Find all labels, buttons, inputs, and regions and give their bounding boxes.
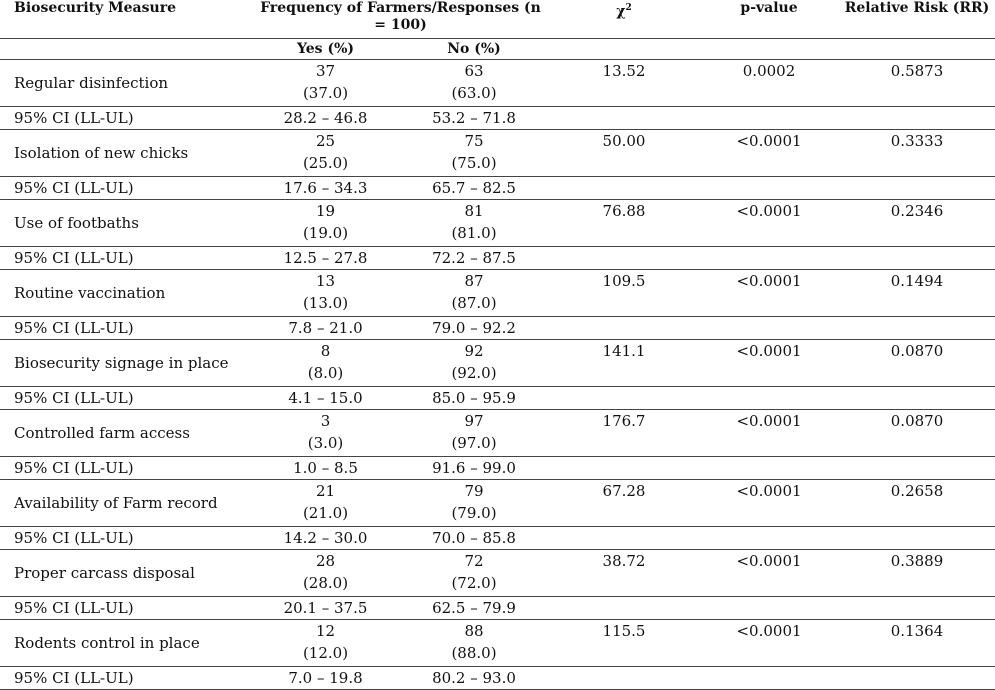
measure-name: Regular disinfection — [14, 74, 169, 92]
ci-empty — [549, 597, 699, 620]
table-row — [0, 60, 995, 107]
table-body — [0, 60, 995, 690]
ci-empty — [699, 387, 839, 410]
ci-empty — [839, 247, 995, 270]
header-frequency: Frequency of Farmers/Responses (n = 100) — [260, 0, 541, 33]
table-row — [0, 620, 995, 667]
chi-square-value: 141.1 — [602, 342, 646, 360]
yes-count: 37 (37.0) — [302, 62, 349, 102]
ci-empty — [839, 597, 995, 620]
ci-empty — [699, 597, 839, 620]
ci-row — [0, 597, 995, 620]
no-count: 79 (79.0) — [451, 482, 497, 522]
p-value: <0.0001 — [736, 202, 802, 220]
no-count: 97 (97.0) — [451, 412, 497, 452]
measure-name: Controlled farm access — [14, 424, 190, 442]
header-chi-symbol: χ — [616, 3, 626, 20]
ci-no: 62.5 – 79.9 — [432, 599, 516, 617]
p-value: 0.0002 — [742, 62, 796, 80]
chi-square-value: 67.28 — [602, 482, 646, 500]
ci-empty — [549, 247, 699, 270]
chi-square-value: 115.5 — [602, 622, 646, 640]
p-value: <0.0001 — [736, 622, 802, 640]
subheader-empty — [839, 39, 995, 60]
ci-yes: 4.1 – 15.0 — [288, 389, 363, 407]
chi-square-value: 76.88 — [602, 202, 646, 220]
ci-label: 95% CI (LL-UL) — [14, 529, 134, 547]
ci-no: 79.0 – 92.2 — [432, 319, 516, 337]
ci-yes: 20.1 – 37.5 — [283, 599, 368, 617]
ci-empty — [549, 667, 699, 690]
ci-label: 95% CI (LL-UL) — [14, 669, 134, 687]
ci-yes: 7.8 – 21.0 — [288, 319, 363, 337]
subheader-empty — [549, 39, 699, 60]
measure-name: Routine vaccination — [14, 284, 166, 302]
relative-risk-value: 0.0870 — [890, 342, 944, 360]
yes-count: 19 (19.0) — [302, 202, 349, 242]
header-relative-risk: Relative Risk (RR) — [844, 0, 990, 16]
ci-empty — [839, 177, 995, 200]
header-measure: Biosecurity Measure — [14, 0, 176, 16]
ci-no: 85.0 – 95.9 — [432, 389, 516, 407]
ci-empty — [549, 387, 699, 410]
measure-name: Rodents control in place — [14, 634, 200, 652]
ci-row — [0, 457, 995, 480]
header-chi-superscript: 2 — [625, 3, 632, 13]
relative-risk-value: 0.1494 — [890, 272, 944, 290]
yes-count: 3 (3.0) — [307, 412, 344, 452]
ci-empty — [839, 457, 995, 480]
ci-row — [0, 177, 995, 200]
measure-name: Proper carcass disposal — [14, 564, 195, 582]
relative-risk-value: 0.3333 — [890, 132, 944, 150]
header-p-value: p-value — [740, 0, 798, 16]
relative-risk-value: 0.3889 — [890, 552, 944, 570]
ci-empty — [699, 457, 839, 480]
ci-yes: 7.0 – 19.8 — [288, 669, 363, 687]
ci-empty — [699, 107, 839, 130]
ci-no: 72.2 – 87.5 — [432, 249, 516, 267]
no-count: 92 (92.0) — [451, 342, 497, 382]
ci-yes: 28.2 – 46.8 — [283, 109, 368, 127]
ci-label: 95% CI (LL-UL) — [14, 179, 134, 197]
ci-row — [0, 247, 995, 270]
chi-square-value: 109.5 — [602, 272, 646, 290]
subheader-empty — [699, 39, 839, 60]
table-row — [0, 480, 995, 527]
p-value: <0.0001 — [736, 132, 802, 150]
ci-no: 53.2 – 71.8 — [432, 109, 516, 127]
ci-empty — [699, 317, 839, 340]
yes-count: 28 (28.0) — [302, 552, 349, 592]
relative-risk-value: 0.5873 — [890, 62, 944, 80]
ci-yes: 12.5 – 27.8 — [283, 249, 368, 267]
ci-label: 95% CI (LL-UL) — [14, 459, 134, 477]
p-value: <0.0001 — [736, 272, 802, 290]
chi-square-value: 50.00 — [602, 132, 646, 150]
ci-empty — [839, 317, 995, 340]
subheader-no: No (%) — [447, 41, 501, 57]
ci-empty — [549, 527, 699, 550]
table-row — [0, 410, 995, 457]
yes-count: 13 (13.0) — [302, 272, 349, 312]
no-count: 72 (72.0) — [451, 552, 497, 592]
table-row — [0, 550, 995, 597]
measure-name: Use of footbaths — [14, 214, 139, 232]
ci-label: 95% CI (LL-UL) — [14, 599, 134, 617]
ci-no: 80.2 – 93.0 — [432, 669, 516, 687]
ci-label: 95% CI (LL-UL) — [14, 389, 134, 407]
relative-risk-value: 0.2658 — [890, 482, 944, 500]
ci-empty — [549, 317, 699, 340]
measure-name: Biosecurity signage in place — [14, 354, 229, 372]
ci-yes: 1.0 – 8.5 — [293, 459, 358, 477]
ci-empty — [839, 667, 995, 690]
chi-square-value: 38.72 — [602, 552, 646, 570]
ci-no: 65.7 – 82.5 — [432, 179, 516, 197]
header-chi-square — [549, 0, 699, 39]
ci-empty — [699, 177, 839, 200]
ci-empty — [549, 457, 699, 480]
p-value: <0.0001 — [736, 482, 802, 500]
p-value: <0.0001 — [736, 552, 802, 570]
header-row — [0, 0, 995, 39]
measure-name: Isolation of new chicks — [14, 144, 189, 162]
ci-yes: 17.6 – 34.3 — [283, 179, 368, 197]
table-row — [0, 200, 995, 247]
relative-risk-value: 0.2346 — [890, 202, 944, 220]
relative-risk-value: 0.0870 — [890, 412, 944, 430]
subheader-empty — [0, 39, 252, 60]
relative-risk-value: 0.1364 — [890, 622, 944, 640]
no-count: 81 (81.0) — [451, 202, 497, 242]
measure-name: Availability of Farm record — [14, 494, 218, 512]
ci-yes: 14.2 – 30.0 — [283, 529, 368, 547]
no-count: 75 (75.0) — [451, 132, 497, 172]
ci-label: 95% CI (LL-UL) — [14, 249, 134, 267]
yes-count: 8 (8.0) — [307, 342, 344, 382]
yes-count: 12 (12.0) — [302, 622, 349, 662]
ci-no: 91.6 – 99.0 — [432, 459, 516, 477]
no-count: 87 (87.0) — [451, 272, 497, 312]
ci-empty — [549, 107, 699, 130]
no-count: 63 (63.0) — [451, 62, 497, 102]
ci-empty — [699, 527, 839, 550]
ci-label: 95% CI (LL-UL) — [14, 319, 134, 337]
subheader-row — [0, 39, 995, 60]
ci-empty — [839, 387, 995, 410]
ci-empty — [839, 527, 995, 550]
ci-row — [0, 387, 995, 410]
yes-count: 21 (21.0) — [302, 482, 349, 522]
ci-empty — [839, 107, 995, 130]
subheader-yes: Yes (%) — [297, 41, 354, 57]
ci-label: 95% CI (LL-UL) — [14, 109, 134, 127]
ci-empty — [699, 247, 839, 270]
table-row — [0, 130, 995, 177]
no-count: 88 (88.0) — [451, 622, 497, 662]
yes-count: 25 (25.0) — [302, 132, 349, 172]
ci-row — [0, 107, 995, 130]
ci-row — [0, 317, 995, 340]
ci-empty — [699, 667, 839, 690]
ci-row — [0, 667, 995, 690]
p-value: <0.0001 — [736, 342, 802, 360]
ci-no: 70.0 – 85.8 — [432, 529, 516, 547]
table-row — [0, 340, 995, 387]
p-value: <0.0001 — [736, 412, 802, 430]
chi-square-value: 176.7 — [602, 412, 646, 430]
ci-empty — [549, 177, 699, 200]
chi-square-value: 13.52 — [602, 62, 646, 80]
ci-row — [0, 527, 995, 550]
table-row — [0, 270, 995, 317]
